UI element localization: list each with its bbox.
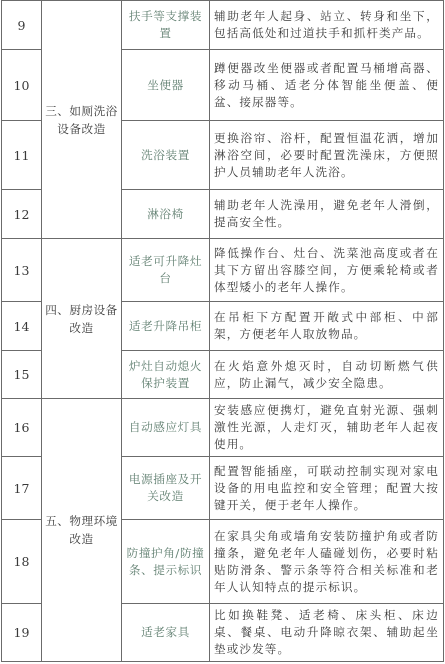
item-description: 在火焰意外熄灭时，自动切断燃气供应，防止漏气，减少安全隐患。: [210, 351, 444, 399]
row-number: 11: [2, 121, 42, 190]
table-row: [2, 239, 444, 302]
item-name: 适老可升降灶台: [122, 239, 210, 302]
item-name: 防撞护角/防撞条、提示标识: [122, 520, 210, 604]
row-number: 16: [2, 399, 42, 457]
row-number: 14: [2, 302, 42, 351]
item-description: 在吊柜下方配置开敞式中部柜、中部架，方便老年人取放物品。: [210, 302, 444, 351]
item-description: 安装感应便携灯，避免直射光源、强刺激性光源，人走灯灭，辅助老年人起夜使用。: [210, 399, 444, 457]
item-name: 炉灶自动熄火保护装置: [122, 351, 210, 399]
item-name: 适老升降吊柜: [122, 302, 210, 351]
item-description: 辅助老年人起身、站立、转身和坐下，包括高低处和过道扶手和抓杆类产品。: [210, 1, 444, 50]
item-name: 坐便器: [122, 50, 210, 121]
category-cell: [42, 1, 122, 239]
item-description: 比如换鞋凳、适老椅、床头柜、床边桌、餐桌、电动升降晾衣架、辅助起坐垫或沙发等。: [210, 604, 444, 662]
item-description: 配置智能插座，可联动控制实现对家电设备的用电监控和安全管理；配置大按键开关，便于老年人操作。: [210, 457, 444, 520]
row-number: 12: [2, 190, 42, 239]
item-name: 洗浴装置: [122, 121, 210, 190]
item-name: 电源插座及开关改造: [122, 457, 210, 520]
row-number: 18: [2, 520, 42, 604]
item-name: 扶手等支撑装置: [122, 1, 210, 50]
category-label: 五、物理环境改造: [45, 514, 118, 546]
table-row: [2, 399, 444, 457]
item-name: 适老家具: [122, 604, 210, 662]
category-label: 三、如厕洗浴设备改造: [45, 103, 118, 136]
item-name: 自动感应灯具: [122, 399, 210, 457]
category-label: 四、厨房设备改造: [45, 302, 118, 335]
item-description: 更换浴帘、浴杆，配置恒温花洒，增加淋浴空间，必要时配置洗澡床，方便照护人员辅助老年人洗浴。: [210, 121, 444, 190]
category-cell: [42, 239, 122, 399]
item-description: 降低操作台、灶台、洗菜池高度或者在其下方留出容膝空间，方便乘轮椅或者体型矮小的老年人操作。: [210, 239, 444, 302]
row-number: 10: [2, 50, 42, 121]
row-number: 17: [2, 457, 42, 520]
item-name: 淋浴椅: [122, 190, 210, 239]
row-number: 13: [2, 239, 42, 302]
item-description: 辅助老年人洗澡用，避免老年人滑倒，提高安全性。: [210, 190, 444, 239]
renovation-items-table: [1, 0, 444, 662]
row-number: 15: [2, 351, 42, 399]
item-description: 在家具尖角或墙角安装防撞护角或者防撞条，避免老年人磕碰划伤，必要时粘贴防滑条、警示条等符合相关标准和老年人认知特点的提示标识。: [210, 520, 444, 604]
category-cell: [42, 399, 122, 662]
row-number: 9: [2, 1, 42, 50]
row-number: 19: [2, 604, 42, 662]
table-row: [2, 1, 444, 50]
item-description: 蹲便器改坐便器或者配置马桶增高器、移动马桶、适老分体智能坐便盖、便盆、接尿器等。: [210, 50, 444, 121]
